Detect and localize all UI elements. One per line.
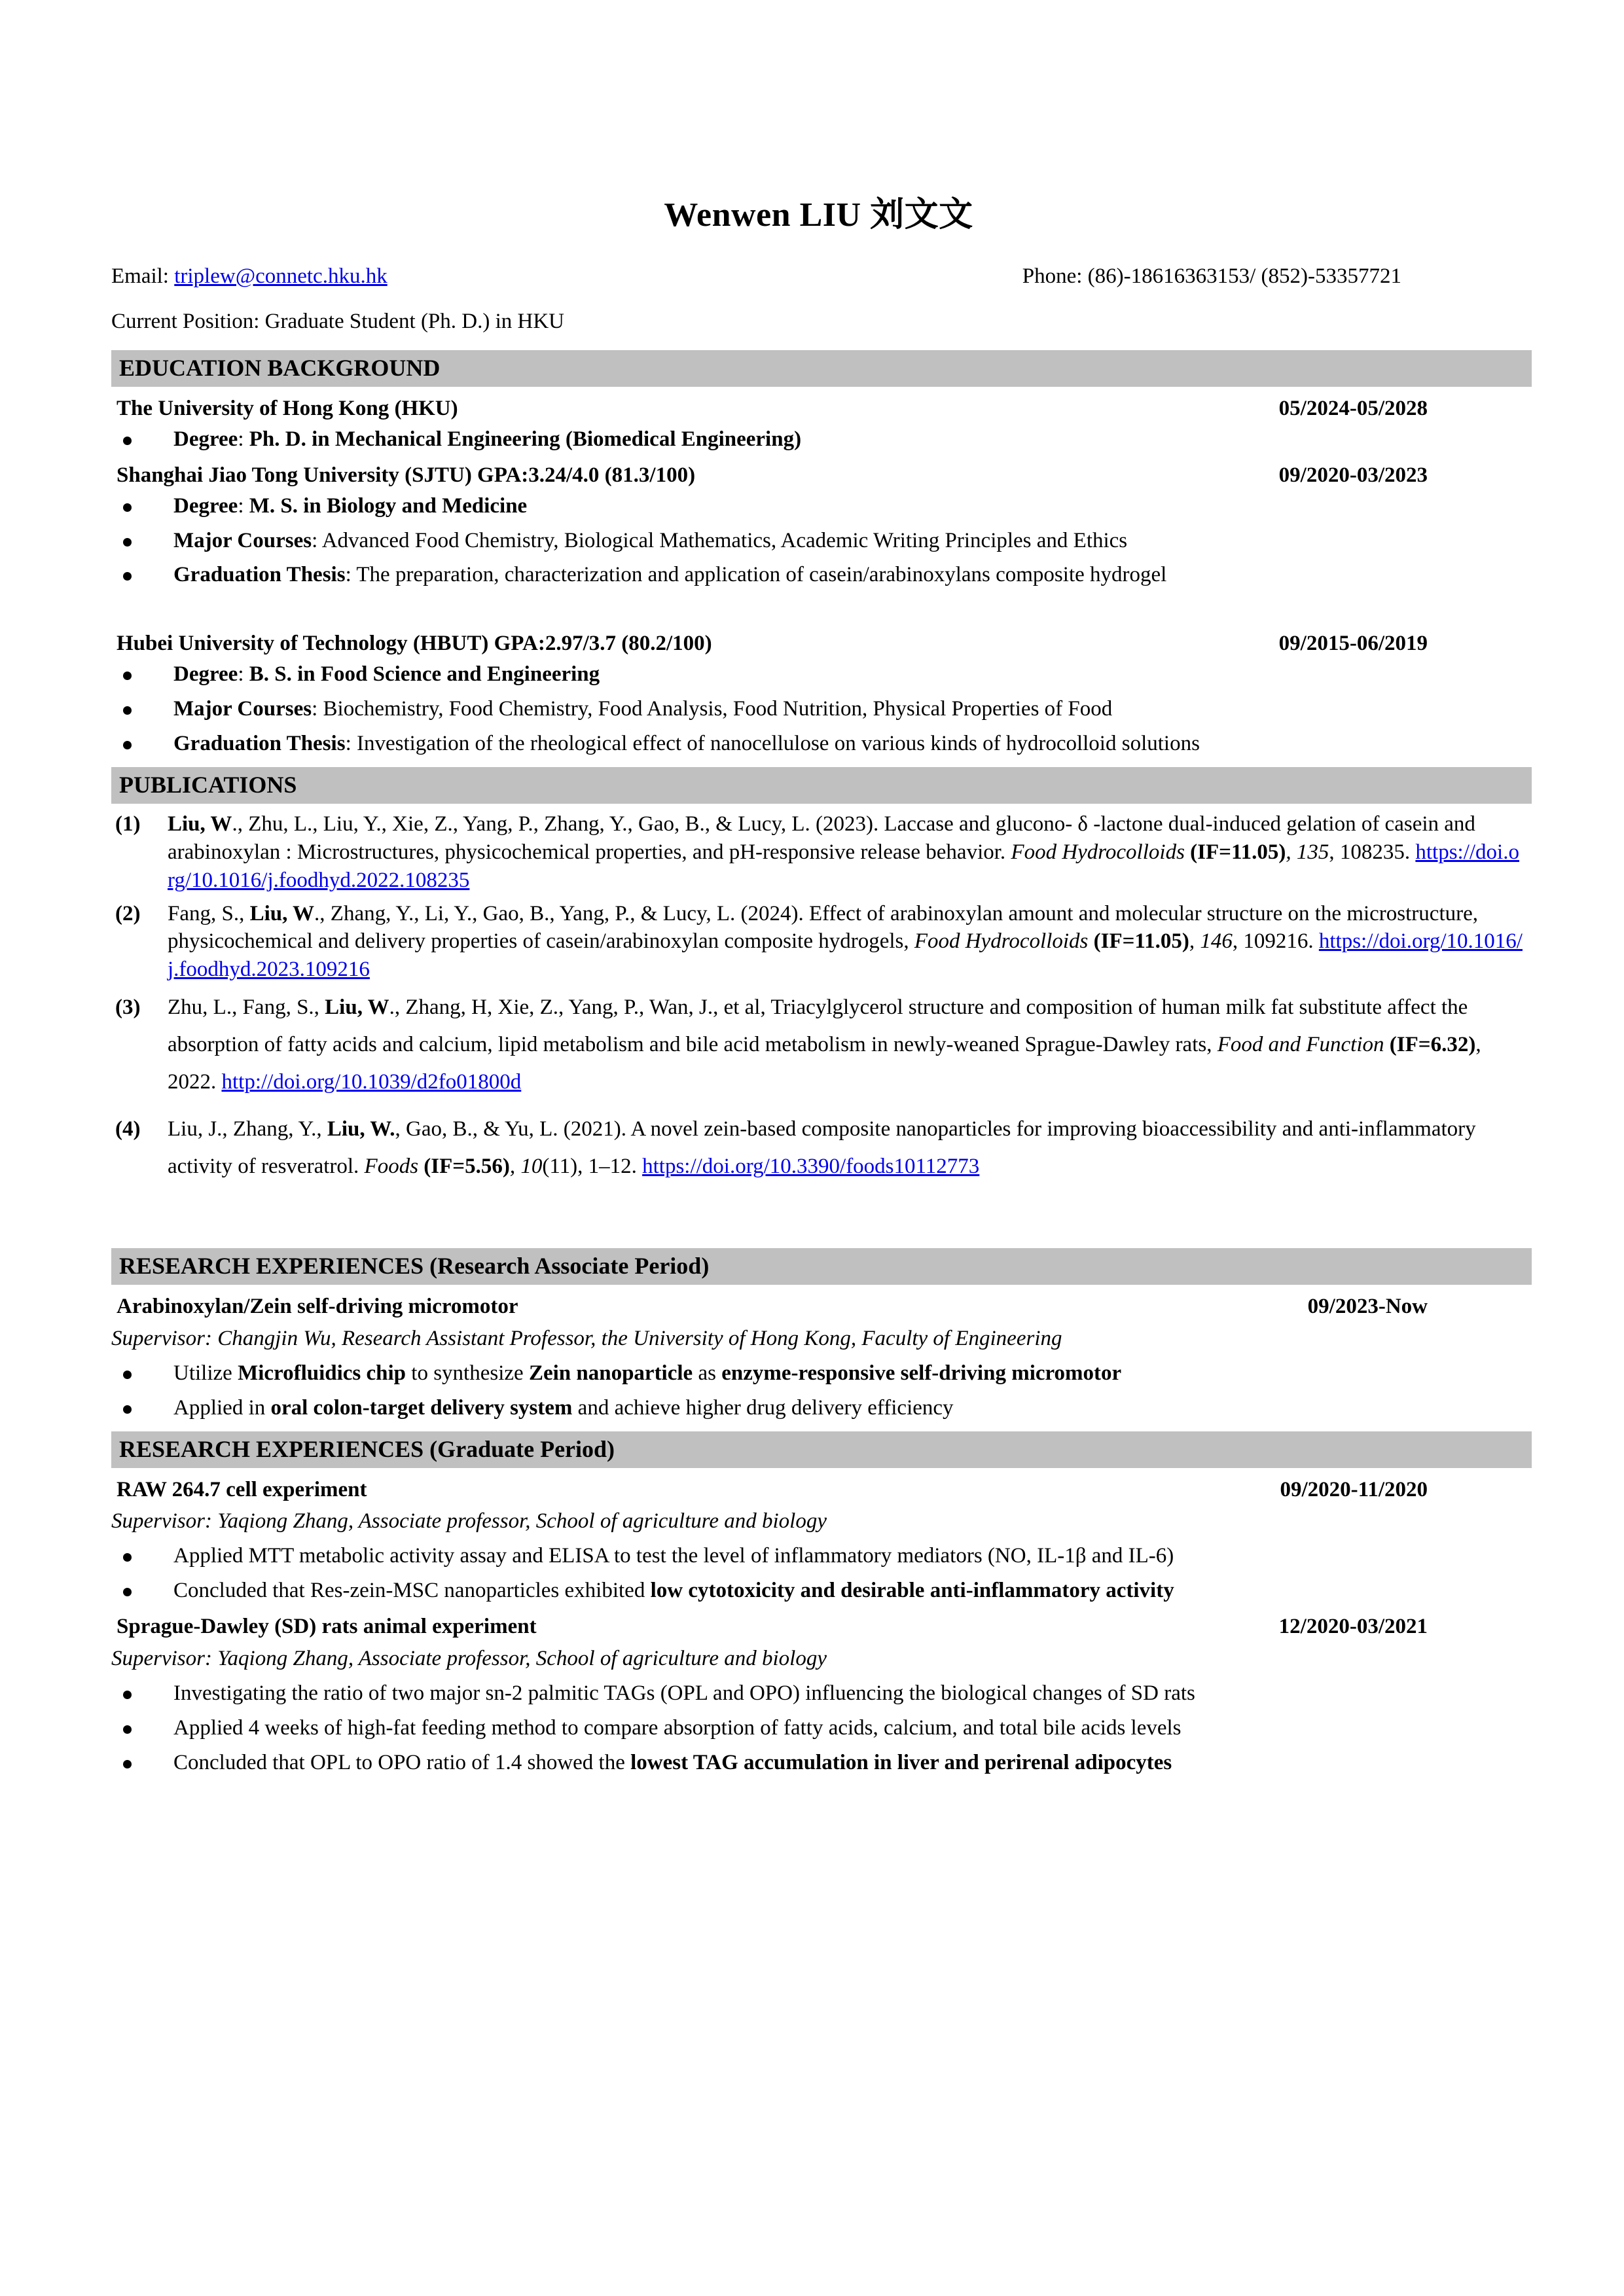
publication-pages: , 108235. bbox=[1329, 840, 1416, 864]
education-dates: 09/2015-06/2019 bbox=[1278, 632, 1428, 656]
section-header-research-graduate: RESEARCH EXPERIENCES (Graduate Period) bbox=[111, 1431, 1532, 1468]
research-associate-title: Arabinoxylan/Zein self-driving micromotor bbox=[117, 1294, 518, 1318]
item-label: Degree bbox=[173, 662, 238, 687]
publication-author-self: Liu, W. bbox=[327, 1117, 395, 1141]
publications-list bbox=[111, 810, 1526, 1185]
research-graduate-title: RAW 264.7 cell experiment bbox=[117, 1477, 367, 1501]
publication-doi-link[interactable]: http://doi.org/10.1039/d2fo01800d bbox=[221, 1069, 522, 1094]
item-sep: : bbox=[238, 662, 249, 687]
bullet-segment: lowest TAG accumulation in liver and perirenal adipocytes bbox=[630, 1750, 1172, 1774]
list-item bbox=[111, 660, 1526, 689]
publication-authors-pre: Liu, J., Zhang, Y., bbox=[168, 1117, 327, 1141]
list-item bbox=[111, 561, 1526, 589]
item-label: Graduation Thesis bbox=[173, 563, 346, 587]
publication-authors-pre: Zhu, L., Fang, S., bbox=[168, 996, 325, 1020]
bullet-segment: low cytotoxicity and desirable anti-inflammatory activity bbox=[650, 1579, 1174, 1603]
publication-impact-factor: (IF=11.05) bbox=[1184, 840, 1286, 864]
publication-pages: (11), 1–12. bbox=[542, 1155, 643, 1179]
list-item bbox=[111, 492, 1526, 520]
item-sep: : bbox=[312, 528, 322, 552]
education-dates: 05/2024-05/2028 bbox=[1278, 396, 1428, 420]
section-header-research-associate: RESEARCH EXPERIENCES (Research Associate Period) bbox=[111, 1248, 1532, 1285]
education-school: The University of Hong Kong (HKU) bbox=[117, 396, 458, 420]
publication-author-self: Liu, W bbox=[168, 812, 232, 836]
list-item bbox=[111, 425, 1526, 454]
list-item bbox=[111, 1359, 1526, 1388]
research-graduate-dates: 09/2020-11/2020 bbox=[1280, 1477, 1428, 1501]
item-value: Investigation of the rheological effect of nanocellulose on various kinds of hydrocolloid solutions bbox=[356, 731, 1200, 755]
list-item bbox=[111, 1577, 1526, 1605]
publication-number: (4) bbox=[115, 1117, 141, 1141]
education-dates: 09/2020-03/2023 bbox=[1278, 463, 1428, 487]
publication-doi-link[interactable]: https://doi.org/10.1016/j.foodhyd.2023.109216 bbox=[168, 929, 1523, 982]
research-associate-entry-head bbox=[111, 1293, 1526, 1321]
item-value: The preparation, characterization and application of casein/arabinoxylans composite hydrogel bbox=[356, 563, 1167, 587]
education-bullets bbox=[111, 425, 1526, 454]
publication-authors-pre: Fang, S., bbox=[168, 901, 250, 925]
research-graduate-dates: 12/2020-03/2021 bbox=[1278, 1615, 1428, 1639]
bullet-segment: Applied 4 weeks of high-fat feeding method to compare absorption of fatty acids, calcium, and total bile acids levels bbox=[173, 1715, 1182, 1740]
bullet-segment: oral colon-target delivery system bbox=[270, 1395, 573, 1420]
contact-row bbox=[111, 262, 1526, 291]
list-item bbox=[111, 1394, 1526, 1422]
item-value: M. S. in Biology and Medicine bbox=[249, 493, 528, 518]
research-graduate-list bbox=[111, 1476, 1526, 1777]
email-link[interactable]: triplew@connetc.hku.hk bbox=[174, 264, 388, 289]
bullet-segment: and achieve higher drug delivery efficiency bbox=[572, 1395, 954, 1420]
item-sep: : bbox=[238, 493, 249, 518]
research-graduate-entry-head bbox=[111, 1613, 1526, 1641]
research-associate-list bbox=[111, 1293, 1526, 1422]
bullet-segment: Applied in bbox=[173, 1395, 271, 1420]
publication-authors-rest: , Gao, B., & Yu, L. (2021). A novel zein-based composite nanoparticles for improving bioaccessibility and anti-inflammatory activity of resveratrol. bbox=[168, 1117, 1476, 1179]
publication-journal: Food and Function bbox=[1217, 1032, 1384, 1056]
publication-item bbox=[111, 900, 1526, 984]
publication-journal: Foods bbox=[364, 1155, 419, 1179]
bullet-segment: Concluded that OPL to OPO ratio of 1.4 showed the bbox=[173, 1750, 631, 1774]
publication-impact-factor: (IF=6.32) bbox=[1384, 1032, 1476, 1056]
list-item bbox=[111, 1679, 1526, 1708]
research-graduate-supervisor: Supervisor: Yaqiong Zhang, Associate professor, School of agriculture and biology bbox=[111, 1509, 827, 1534]
publication-authors-rest: ., Zhang, H, Xie, Z., Yang, P., Wan, J., et al, Triacylglycerol structure and composition of human milk fat substitute affect the absorption of fatty acids and calcium, lipid metabolism and bile acid metabolism in newly-weaned Sprague-Dawley rats, bbox=[168, 996, 1468, 1056]
page-title: Wenwen LIU 刘文文 bbox=[664, 196, 973, 234]
bullet-segment: to synthesize bbox=[406, 1361, 529, 1385]
bullet-segment: Microfluidics chip bbox=[238, 1361, 406, 1385]
publication-number: (2) bbox=[115, 901, 141, 925]
item-value: B. S. in Food Science and Engineering bbox=[249, 662, 600, 687]
bullet-segment: Concluded that Res-zein-MSC nanoparticles exhibited bbox=[173, 1579, 651, 1603]
education-entry-head bbox=[111, 461, 1526, 490]
section-header-education: EDUCATION BACKGROUND bbox=[111, 350, 1532, 387]
item-value: Ph. D. in Mechanical Engineering (Biomedical Engineering) bbox=[249, 427, 802, 451]
publication-authors-rest: ., Zhang, Y., Li, Y., Gao, B., Yang, P., & Lucy, L. (2024). Effect of arabinoxylan amount and molecular structure on the microstructure, physicochemical and delivery properties of casein/arabinoxylan composite hydrogels, bbox=[168, 901, 1479, 954]
email-line bbox=[111, 262, 388, 291]
publication-volume: , 10 bbox=[509, 1155, 543, 1179]
research-graduate-bullets bbox=[111, 1679, 1526, 1777]
education-entry-head bbox=[111, 395, 1526, 423]
research-graduate-supervisor: Supervisor: Yaqiong Zhang, Associate professor, School of agriculture and biology bbox=[111, 1646, 827, 1670]
publication-number: (1) bbox=[115, 812, 141, 836]
item-value: Biochemistry, Food Chemistry, Food Analysis, Food Nutrition, Physical Properties of Food bbox=[323, 697, 1113, 721]
research-associate-dates: 09/2023-Now bbox=[1307, 1294, 1428, 1318]
item-label: Major Courses bbox=[173, 528, 312, 552]
item-sep: : bbox=[345, 731, 357, 755]
education-school: Hubei University of Technology (HBUT) GPA:2.97/3.7 (80.2/100) bbox=[117, 632, 712, 656]
item-value: Advanced Food Chemistry, Biological Mathematics, Academic Writing Principles and Ethics bbox=[321, 528, 1128, 552]
bullet-segment: as bbox=[693, 1361, 722, 1385]
research-associate-bullets bbox=[111, 1359, 1526, 1422]
item-label: Major Courses bbox=[173, 697, 312, 721]
item-label: Degree bbox=[173, 427, 238, 451]
list-item bbox=[111, 1714, 1526, 1742]
publication-item bbox=[111, 1111, 1526, 1185]
publication-volume: , 135 bbox=[1286, 840, 1329, 864]
education-bullets bbox=[111, 660, 1526, 758]
publication-impact-factor: (IF=5.56) bbox=[418, 1155, 510, 1179]
bullet-segment: Utilize bbox=[173, 1361, 238, 1385]
item-label: Graduation Thesis bbox=[173, 731, 346, 755]
publication-journal: Food Hydrocolloids bbox=[914, 929, 1089, 954]
bullet-segment: Investigating the ratio of two major sn-2 palmitic TAGs (OPL and OPO) influencing the biological changes of SD rats bbox=[173, 1681, 1195, 1705]
list-item bbox=[111, 730, 1526, 758]
publication-author-self: Liu, W bbox=[325, 996, 389, 1020]
email-label: Email: bbox=[111, 264, 175, 289]
spacer bbox=[111, 596, 1526, 622]
publication-journal: Food Hydrocolloids bbox=[1011, 840, 1185, 864]
research-graduate-bullets bbox=[111, 1542, 1526, 1605]
publication-authors-rest: ., Zhu, L., Liu, Y., Xie, Z., Yang, P., Zhang, Y., Gao, B., & Lucy, L. (2023). Laccase and glucono- δ -lactone dual-induced gelation of casein and arabinoxylan : Microstructures, physicochemical properties, and pH-responsive release behavior. bbox=[168, 812, 1475, 864]
phone-line: Phone: (86)-18616363153/ (852)-53357721 bbox=[1022, 264, 1401, 289]
publication-author-self: Liu, W bbox=[249, 901, 315, 925]
bullet-segment: Applied MTT metabolic activity assay and ELISA to test the level of inflammatory mediators (NO, IL-1β and IL-6) bbox=[173, 1544, 1174, 1568]
publication-impact-factor: (IF=11.05) bbox=[1088, 929, 1189, 954]
education-entry-head bbox=[111, 630, 1526, 658]
item-sep: : bbox=[345, 563, 357, 587]
publication-item bbox=[111, 810, 1526, 895]
publication-pages: , 109216. bbox=[1232, 929, 1319, 954]
current-position: Current Position: Graduate Student (Ph. D.) in HKU bbox=[111, 310, 565, 334]
publication-item bbox=[111, 989, 1526, 1100]
publication-doi-link[interactable]: https://doi.org/10.1016/j.foodhyd.2022.108235 bbox=[168, 840, 1519, 892]
item-sep: : bbox=[238, 427, 249, 451]
education-list bbox=[111, 395, 1526, 758]
item-label: Degree bbox=[173, 493, 238, 518]
publication-doi-link[interactable]: https://doi.org/10.3390/foods10112773 bbox=[642, 1155, 980, 1179]
list-item bbox=[111, 695, 1526, 723]
education-bullets bbox=[111, 492, 1526, 590]
publication-pages: , 2022. bbox=[168, 1032, 1481, 1094]
research-graduate-entry-head bbox=[111, 1476, 1526, 1504]
spacer bbox=[111, 1196, 1526, 1239]
item-sep: : bbox=[312, 697, 323, 721]
research-graduate-title: Sprague-Dawley (SD) rats animal experiment bbox=[117, 1615, 537, 1639]
section-header-publications: PUBLICATIONS bbox=[111, 767, 1532, 804]
list-item bbox=[111, 1749, 1526, 1777]
education-school: Shanghai Jiao Tong University (SJTU) GPA:3.24/4.0 (81.3/100) bbox=[117, 463, 696, 487]
publication-volume: , 146 bbox=[1189, 929, 1233, 954]
list-item bbox=[111, 1542, 1526, 1570]
bullet-segment: enzyme-responsive self-driving micromotor bbox=[721, 1361, 1122, 1385]
publication-number: (3) bbox=[115, 996, 141, 1020]
bullet-segment: Zein nanoparticle bbox=[528, 1361, 693, 1385]
research-associate-supervisor: Supervisor: Changjin Wu, Research Assistant Professor, the University of Hong Kong, Faculty of Engineering bbox=[111, 1326, 1062, 1350]
list-item bbox=[111, 527, 1526, 555]
